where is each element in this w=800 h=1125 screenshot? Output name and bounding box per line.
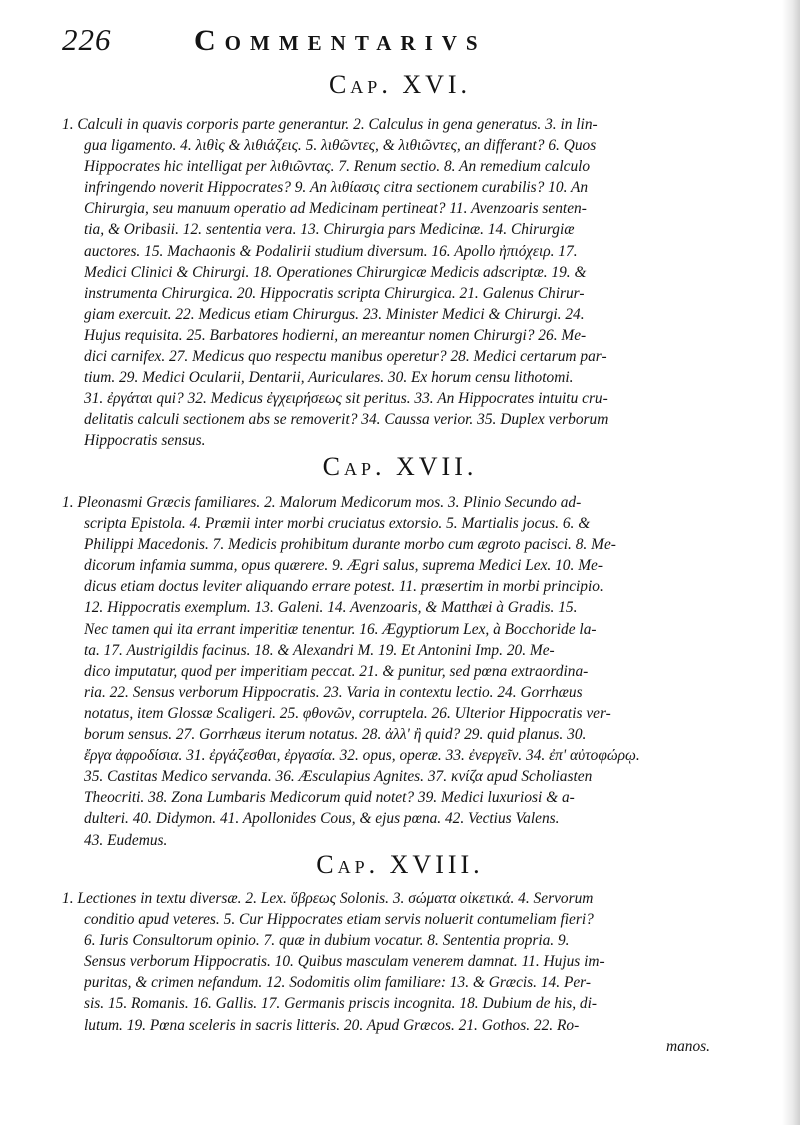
chapter-heading-xviii: Cap. XVIII. <box>316 850 484 879</box>
summary-line: conditio apud veteres. 5. Cur Hippocrates etiam servis noluerit contumeliam fieri? <box>84 911 594 929</box>
summary-line: borum sensus. 27. Gorrhæus iterum notatus. 28. ἀλλ' ἢ quid? 29. quid planus. 30. <box>84 726 587 744</box>
summary-line: Sensus verborum Hippocratis. 10. Quibus masculam venerem damnat. 11. Hujus im- <box>84 953 605 971</box>
summary-line: tia, & Oribasii. 12. sententia vera. 13. Chirurgia pars Medicinæ. 14. Chirurgiæ <box>84 221 575 239</box>
summary-line: ria. 22. Sensus verborum Hippocratis. 23. Varia in contextu lectio. 24. Gorrhæus <box>84 683 583 701</box>
summary-line: 6. Iuris Consultorum opinio. 7. quæ in dubium vocatur. 8. Sententia propria. 9. <box>84 932 570 950</box>
summary-line: delitatis calculi sectionem abs se removerit? 34. Caussa verior. 35. Duplex verborum <box>84 411 609 429</box>
summary-line: Philippi Macedonis. 7. Medicis prohibitum durante morbo cum ægroto pacisci. 8. Me- <box>84 536 616 554</box>
summary-line: 1. Pleonasmi Græcis familiares. 2. Malorum Medicorum mos. 3. Plinio Secundo ad- <box>62 494 582 511</box>
chapter-summary-xviii <box>62 888 710 1057</box>
page-gutter-shadow <box>782 0 800 1125</box>
running-title: Commentarivs <box>194 24 487 57</box>
summary-line: 43. Eudemus. <box>84 831 168 849</box>
summary-line: infringendo noverit Hippocrates? 9. An λιθίασις citra sectionem curabilis? 10. An <box>84 179 589 197</box>
chapter-heading-xvii: Cap. XVII. <box>322 452 478 481</box>
summary-line: gua ligamento. 4. λιθὶς & λιθιάζεις. 5. λιθῶντες, & λιθιῶντες, an differant? 6. Quos <box>84 137 597 155</box>
summary-line: 12. Hippocratis exemplum. 13. Galeni. 14. Avenzoaris, & Matthæi à Gradis. 15. <box>84 599 578 617</box>
summary-line: Hippocrates hic intelligat per λιθιῶντας. 7. Renum sectio. 8. An remedium calculo <box>84 158 591 176</box>
chapter-summary-xvi <box>62 114 710 452</box>
summary-line: manos. <box>665 1037 710 1055</box>
summary-line: dulteri. 40. Didymon. 41. Apollonides Cous, & ejus pœna. 42. Vectius Valens. <box>84 810 560 828</box>
running-head <box>62 22 622 62</box>
summary-line: Chirurgia, seu manuum operatio ad Medicinam pertineat? 11. Avenzoaris senten- <box>84 200 587 218</box>
page-number: 226 <box>62 22 112 57</box>
summary-line: Theocriti. 38. Zona Lumbaris Medicorum quid notet? 39. Medici luxuriosi & a- <box>84 789 575 807</box>
summary-line: giam exercuit. 22. Medicus etiam Chirurgus. 23. Minister Medici & Chirurgi. 24. <box>84 305 585 323</box>
summary-line: 35. Castitas Medico servanda. 36. Æsculapius Agnites. 37. κνίζα apud Scholiasten <box>84 768 593 786</box>
summary-line: lutum. 19. Pœna sceleris in sacris litteris. 20. Apud Græcos. 21. Gothos. 22. Ro- <box>84 1016 580 1034</box>
chapter-heading-xvi: Cap. XVI. <box>328 70 472 99</box>
chapter-summary-xvii <box>62 492 710 851</box>
summary-line: 1. Calculi in quavis corporis parte generantur. 2. Calculus in gena generatus. 3. in lin- <box>62 116 598 133</box>
summary-line: ta. 17. Austrigildis facinus. 18. & Alexandri M. 19. Et Antonini Imp. 20. Me- <box>84 641 555 659</box>
summary-line: dicus etiam doctus leviter aliquando errare potest. 11. præsertim in morbi principio. <box>84 578 604 596</box>
summary-line: Nec tamen qui ita errant imperitiæ tenentur. 16. Ægyptiorum Lex, à Bocchoride la- <box>84 620 597 638</box>
summary-line: 31. ἐργάται qui? 32. Medicus ἐγχειρήσεως sit peritus. 33. An Hippocrates intuitu cru- <box>84 390 608 408</box>
summary-line: ἔργα ἀφροδίσια. 31. ἐργάζεσθαι, ἐργασία. 32. opus, operæ. 33. ἐνεργεῖν. 34. ἐπ' αὐτοφώρῳ. <box>84 747 640 765</box>
summary-line: Medici Clinici & Chirurgi. 18. Operationes Chirurgicæ Medicis adscriptæ. 19. & <box>84 263 587 281</box>
summary-line: puritas, & crimen nefandum. 12. Sodomitis olim familiare: 13. & Græcis. 14. Per- <box>84 974 591 992</box>
summary-line: dici carnifex. 27. Medicus quo respectu manibus operetur? 28. Medici certarum par- <box>84 348 607 366</box>
summary-line: Hippocratis sensus. <box>84 432 206 450</box>
summary-line: scripta Epistola. 4. Præmii inter morbi cruciatus extorsio. 5. Martialis jocus. 6. & <box>84 515 591 533</box>
summary-line: instrumenta Chirurgica. 20. Hippocratis scripta Chirurgica. 21. Galenus Chirur- <box>84 284 585 302</box>
summary-line: Hujus requisita. 25. Barbatores hodierni, an mereantur nomen Chirurgi? 26. Me- <box>84 326 587 344</box>
summary-line: tium. 29. Medici Ocularii, Dentarii, Auriculares. 30. Ex horum censu lithotomi. <box>84 369 574 387</box>
summary-line: dico imputatur, quod per imperitiam peccat. 21. & punitur, sed pœna extraordina- <box>84 662 589 680</box>
summary-line: auctores. 15. Machaonis & Podalirii studium diversum. 16. Apollo ἠπιόχειρ. 17. <box>84 242 578 260</box>
summary-line: dicorum infamia summa, opus quærere. 9. Ægri salus, suprema Medici Lex. 10. Me- <box>84 557 603 575</box>
summary-line: sis. 15. Romanis. 16. Gallis. 17. Germanis priscis incognita. 18. Dubium de his, di- <box>84 995 598 1013</box>
summary-line: 1. Lectiones in textu diversæ. 2. Lex. ὕβρεως Solonis. 3. σώματα οἰκετικά. 4. Servorum <box>62 890 594 907</box>
summary-line: notatus, item Glossæ Scaligeri. 25. φθονῶν, corruptela. 26. Ulterior Hippocratis ver- <box>84 704 611 722</box>
